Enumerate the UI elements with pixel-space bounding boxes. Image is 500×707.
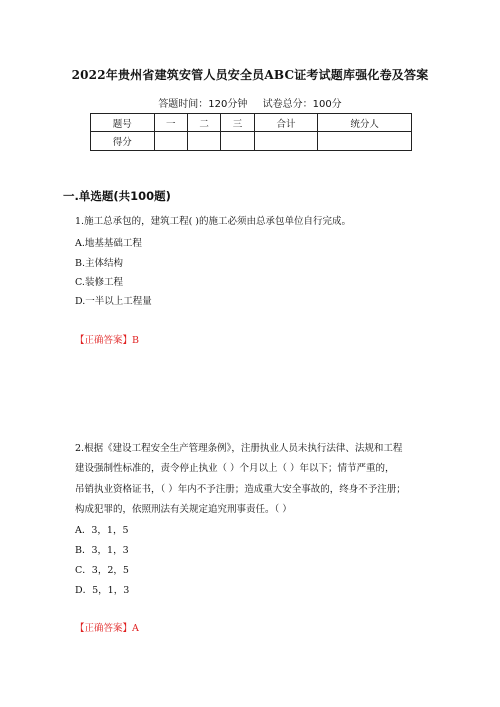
score-header-cell: 题号 <box>91 114 155 132</box>
score-header-cell: 一 <box>154 114 187 132</box>
score-cell <box>318 132 412 151</box>
question-2-option-d: D．5，1，3 <box>75 585 130 596</box>
exam-meta <box>0 95 500 110</box>
score-header-cell: 合计 <box>254 114 318 132</box>
question-1-option-a: A.地基基础工程 <box>75 238 142 249</box>
score-table <box>90 113 412 151</box>
score-row-label: 得分 <box>91 132 155 151</box>
score-header-cell: 三 <box>221 114 254 132</box>
question-2-stem-line: 构成犯罪的，依照刑法有关规定追究刑事责任。（ ） <box>75 504 292 515</box>
score-table-score-row <box>91 132 412 151</box>
question-2-stem-line: 建设强制性标准的，责令停止执业（ ）个月以上（ ）年以下；情节严重的， <box>75 463 395 474</box>
question-2-option-b: B．3，1，3 <box>75 545 129 556</box>
score-cell <box>187 132 220 151</box>
score-table-header-row <box>91 114 412 132</box>
question-2-answer: 【正确答案】A <box>75 623 139 634</box>
question-2-option-c: C．3，2，5 <box>75 565 129 576</box>
question-2-stem-line: 吊销执业资格证书，（ ）年内不予注册；造成重大安全事故的，终身不予注册； <box>75 484 406 495</box>
score-cell <box>254 132 318 151</box>
score-cell <box>221 132 254 151</box>
exam-time: 答题时间：120分钟 <box>158 99 248 110</box>
question-1-option-d: D.一半以上工程量 <box>75 296 152 307</box>
question-2-option-a: A．3，1，5 <box>75 525 129 536</box>
question-1-option-c: C.装修工程 <box>75 277 123 288</box>
question-2-stem-line: 2.根据《建设工程安全生产管理条例》，注册执业人员未执行法律、法规和工程 <box>75 443 403 454</box>
score-header-cell: 二 <box>187 114 220 132</box>
question-1-option-b: B.主体结构 <box>75 258 124 269</box>
question-1-stem: 1.施工总承包的，建筑工程( )的施工必须由总承包单位自行完成。 <box>75 216 351 227</box>
document-title: 2022年贵州省建筑安管人员安全员ABC证考试题库强化卷及答案 <box>71 68 429 82</box>
score-cell <box>154 132 187 151</box>
section-title: 一.单选题(共100题) <box>63 189 171 203</box>
score-header-cell: 统分人 <box>318 114 412 132</box>
question-1-answer: 【正确答案】B <box>75 335 139 346</box>
exam-total-score: 试卷总分：100分 <box>262 99 342 110</box>
